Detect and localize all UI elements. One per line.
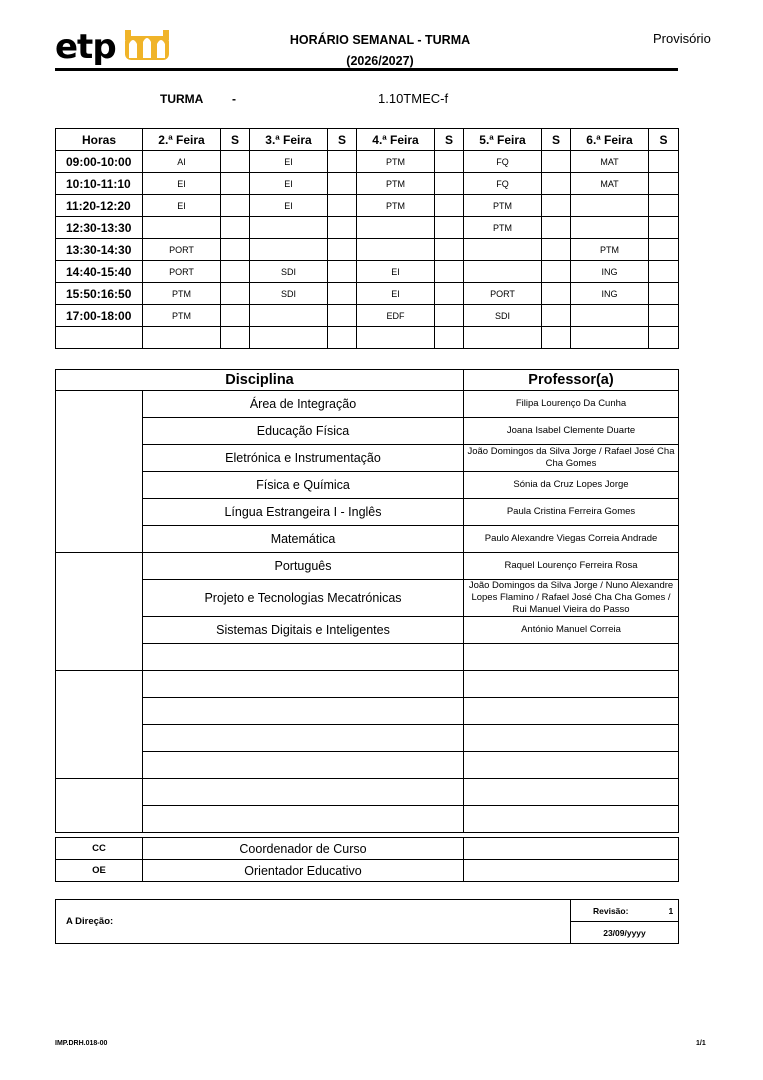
schedule-room-cell [542,195,571,217]
coordinator-row [56,838,679,860]
discipline-name: Educação Física [143,418,464,445]
discipline-name: Projeto e Tecnologias Mecatrónicas [143,580,464,617]
schedule-hour: 17:00-18:00 [56,305,143,327]
discipline-row [56,617,679,644]
schedule-subject-cell: MAT [571,173,649,195]
coordinator-name [464,838,679,860]
schedule-hour: 12:30-13:30 [56,217,143,239]
schedule-room-cell [542,173,571,195]
direction-table [55,899,679,944]
schedule-subject-cell: ING [571,261,649,283]
coordinator-code: CC [56,838,143,860]
direction-row [56,900,679,922]
schedule-room-cell [542,151,571,173]
schedule-subject-cell: EI [250,195,328,217]
discipline-row [56,671,679,698]
schedule-room-cell [542,239,571,261]
schedule-subject-cell: FQ [464,151,542,173]
discipline-row [56,472,679,499]
turma-value: 1.10TMEC-f [378,91,449,106]
discipline-row [56,752,679,779]
teacher-name: Joana Isabel Clemente Duarte [464,418,679,445]
schedule-room-cell [649,305,679,327]
discipline-row [56,644,679,671]
schedule-row [56,217,679,239]
discipline-name: Sistemas Digitais e Inteligentes [143,617,464,644]
teacher-name [464,806,679,833]
coordinator-name [464,860,679,882]
turma-label: TURMA [160,92,204,106]
discipline-row [56,445,679,472]
teacher-name [464,644,679,671]
schedule-subject-cell: PTM [143,283,221,305]
schedule-room-cell [542,327,571,349]
header-discipline: Disciplina [56,370,464,391]
schedule-room-cell [221,217,250,239]
header-hours: Horas [56,129,143,151]
header-s: S [649,129,679,151]
schedule-room-cell [435,151,464,173]
logo-text: etp [55,27,116,67]
discipline-name: Português [143,553,464,580]
discipline-row [56,553,679,580]
header-wednesday: 4.ª Feira [357,129,435,151]
schedule-subject-cell [143,217,221,239]
coordinator-row [56,860,679,882]
discipline-body [56,391,679,833]
schedule-room-cell [435,305,464,327]
discipline-row [56,698,679,725]
status-label: Provisório [653,31,711,46]
schedule-room-cell [649,261,679,283]
document-title [230,30,530,72]
schedule-row [56,173,679,195]
schedule-subject-cell: PTM [357,195,435,217]
schedule-room-cell [649,195,679,217]
teacher-name: João Domingos da Silva Jorge / Rafael José Cha Cha Gomes [464,445,679,472]
discipline-name: Física e Química [143,472,464,499]
discipline-row [56,806,679,833]
schedule-room-cell [221,151,250,173]
discipline-name [143,698,464,725]
schedule-room-cell [221,239,250,261]
schedule-room-cell [328,305,357,327]
schedule-room-cell [221,261,250,283]
header-rule [55,68,678,71]
schedule-room-cell [435,239,464,261]
header-s: S [221,129,250,151]
discipline-name: Língua Estrangeira I - Inglês [143,499,464,526]
schedule-subject-cell: SDI [250,283,328,305]
schedule-subject-cell: PTM [571,239,649,261]
discipline-group-cell [56,671,143,779]
schedule-room-cell [221,173,250,195]
discipline-name [143,644,464,671]
revision-date: 23/09/yyyy [571,922,679,944]
schedule-room-cell [649,239,679,261]
discipline-group-cell [56,779,143,833]
header-friday: 6.ª Feira [571,129,649,151]
teacher-name: João Domingos da Silva Jorge / Nuno Alexandre Lopes Flamino / Rafael José Cha Cha Gomes / Rui Manuel Vieira do Passo [464,580,679,617]
discipline-name [143,671,464,698]
discipline-group-cell [56,553,143,671]
schedule-subject-cell [357,239,435,261]
schedule-header-row [56,129,679,151]
schedule-hour [56,327,143,349]
header-s: S [328,129,357,151]
schedule-subject-cell [143,327,221,349]
schedule-hour: 09:00-10:00 [56,151,143,173]
teacher-name: Filipa Lourenço Da Cunha [464,391,679,418]
header-monday: 2.ª Feira [143,129,221,151]
schedule-subject-cell [357,217,435,239]
header-s: S [542,129,571,151]
discipline-name: Matemática [143,526,464,553]
discipline-row [56,391,679,418]
revision-cell [571,900,679,922]
schedule-subject-cell: FQ [464,173,542,195]
schedule-room-cell [542,305,571,327]
schedule-room-cell [328,151,357,173]
discipline-group-cell [56,391,143,553]
title-line-1: HORÁRIO SEMANAL - TURMA [289,33,471,47]
schedule-room-cell [328,327,357,349]
logo-monument-icon [125,30,169,60]
discipline-header-row [56,370,679,391]
teacher-name [464,752,679,779]
schedule-table [55,128,679,349]
discipline-row [56,418,679,445]
teacher-name [464,698,679,725]
schedule-subject-cell: EI [143,195,221,217]
discipline-row [56,526,679,553]
schedule-room-cell [221,283,250,305]
direction-label: A Direção: [56,900,571,944]
discipline-row [56,779,679,806]
discipline-name: Área de Integração [143,391,464,418]
teacher-name [464,779,679,806]
schedule-subject-cell: EDF [357,305,435,327]
schedule-row [56,305,679,327]
schedule-subject-cell: SDI [464,305,542,327]
logo-graphic [55,22,175,72]
schedule-room-cell [328,217,357,239]
schedule-subject-cell: EI [250,173,328,195]
discipline-name [143,806,464,833]
schedule-hour: 10:10-11:10 [56,173,143,195]
schedule-subject-cell [464,239,542,261]
teacher-name: Raquel Lourenço Ferreira Rosa [464,553,679,580]
discipline-name [143,725,464,752]
schedule-hour: 13:30-14:30 [56,239,143,261]
teacher-name: António Manuel Correia [464,617,679,644]
schedule-subject-cell [250,217,328,239]
schedule-room-cell [328,173,357,195]
schedule-room-cell [435,261,464,283]
schedule-room-cell [435,217,464,239]
schedule-row [56,283,679,305]
teacher-name: Paulo Alexandre Viegas Correia Andrade [464,526,679,553]
schedule-room-cell [328,261,357,283]
revision-label: Revisão: [593,905,629,916]
schedule-subject-cell: SDI [250,261,328,283]
schedule-hour: 15:50:16:50 [56,283,143,305]
discipline-name: Eletrónica e Instrumentação [143,445,464,472]
teacher-name [464,725,679,752]
schedule-room-cell [328,239,357,261]
coordinator-role: Orientador Educativo [143,860,464,882]
coordinator-role: Coordenador de Curso [143,838,464,860]
schedule-hour: 14:40-15:40 [56,261,143,283]
schedule-subject-cell: PTM [464,195,542,217]
header-s: S [435,129,464,151]
schedule-subject-cell: PTM [143,305,221,327]
coordinator-table [55,837,679,882]
schedule-subject-cell: ING [571,283,649,305]
schedule-room-cell [435,173,464,195]
schedule-subject-cell: PTM [357,151,435,173]
schedule-room-cell [649,283,679,305]
schedule-room-cell [649,173,679,195]
schedule-subject-cell: PTM [464,217,542,239]
schedule-room-cell [221,195,250,217]
schedule-subject-cell [464,327,542,349]
schedule-subject-cell: EI [143,173,221,195]
turma-dash: - [232,92,236,106]
schedule-room-cell [649,151,679,173]
schedule-row [56,261,679,283]
schedule-room-cell [542,217,571,239]
schedule-subject-cell [250,305,328,327]
schedule-subject-cell [250,327,328,349]
schedule-subject-cell [571,327,649,349]
teacher-name: Sónia da Cruz Lopes Jorge [464,472,679,499]
schedule-row [56,239,679,261]
schedule-subject-cell [357,327,435,349]
schedule-subject-cell [571,305,649,327]
schedule-subject-cell: MAT [571,151,649,173]
discipline-row [56,725,679,752]
schedule-room-cell [542,283,571,305]
schedule-subject-cell: PORT [464,283,542,305]
discipline-row [56,580,679,617]
schedule-body [56,151,679,349]
schedule-subject-cell [571,195,649,217]
schedule-room-cell [435,283,464,305]
schedule-subject-cell: PORT [143,239,221,261]
schedule-subject-cell [464,261,542,283]
header-tuesday: 3.ª Feira [250,129,328,151]
schedule-subject-cell: EI [357,283,435,305]
schedule-subject-cell [250,239,328,261]
page-number: 1/1 [696,1040,706,1047]
schedule-hour: 11:20-12:20 [56,195,143,217]
schedule-row [56,195,679,217]
teacher-name: Paula Cristina Ferreira Gomes [464,499,679,526]
header-thursday: 5.ª Feira [464,129,542,151]
discipline-name [143,752,464,779]
schedule-room-cell [542,261,571,283]
coordinator-code: OE [56,860,143,882]
schedule-room-cell [435,195,464,217]
title-line-2: (2026/2027) [346,54,414,68]
etp-logo [55,22,175,72]
schedule-row [56,151,679,173]
form-code: IMP.DRH.018-00 [55,1040,108,1047]
schedule-room-cell [328,195,357,217]
discipline-name [143,779,464,806]
schedule-subject-cell: PTM [357,173,435,195]
revision-value: 1 [668,905,674,916]
schedule-room-cell [328,283,357,305]
schedule-subject-cell: EI [250,151,328,173]
schedule-room-cell [221,327,250,349]
schedule-subject-cell: AI [143,151,221,173]
header-teacher: Professor(a) [464,370,679,391]
schedule-subject-cell: EI [357,261,435,283]
discipline-row [56,499,679,526]
schedule-subject-cell: PORT [143,261,221,283]
schedule-row [56,327,679,349]
schedule-room-cell [221,305,250,327]
schedule-subject-cell [571,217,649,239]
schedule-room-cell [435,327,464,349]
schedule-room-cell [649,327,679,349]
discipline-table [55,369,679,833]
teacher-name [464,671,679,698]
schedule-room-cell [649,217,679,239]
